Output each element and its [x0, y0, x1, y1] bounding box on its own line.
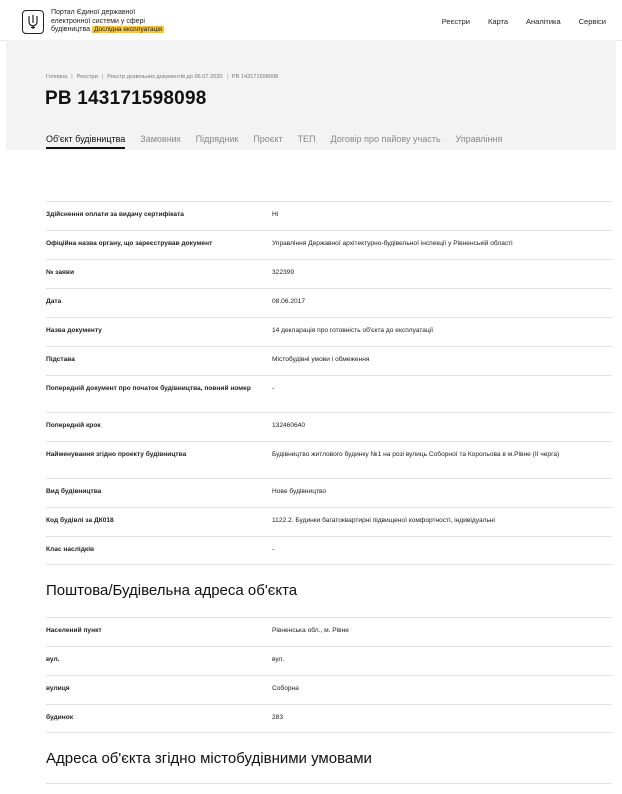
tab-share-agreement[interactable]: Договір про пайову участь — [330, 134, 441, 144]
detail-value: 322399 — [272, 269, 295, 276]
address-row — [46, 617, 612, 646]
postal-section-title: Поштова/Будівельна адреса об'єкта — [46, 582, 298, 599]
detail-value: - — [272, 385, 275, 392]
detail-row — [46, 536, 612, 565]
beta-badge: Дослідна експлуатація — [93, 26, 163, 34]
nav-analytics[interactable]: Аналітика — [526, 17, 561, 26]
breadcrumb-current: РВ 143171598098 — [231, 74, 279, 80]
detail-row — [46, 346, 612, 375]
breadcrumb-registry[interactable]: Реєстр дозвільних документів до 06.07.2020 — [107, 74, 223, 80]
tab-bar — [46, 134, 517, 149]
detail-label: № заяви — [46, 269, 74, 276]
detail-value: 14 декларація про готовність об'єкта до експлуатації — [272, 327, 434, 334]
detail-label: Вид будівництва — [46, 488, 102, 495]
detail-row — [46, 317, 612, 346]
breadcrumb-registries[interactable]: Реєстри — [76, 74, 98, 80]
portal-title[interactable] — [51, 9, 181, 35]
address-label: Населений пункт — [46, 627, 102, 634]
detail-label: Код будівлі за ДК018 — [46, 517, 114, 524]
detail-value: 08.06.2017 — [272, 298, 306, 305]
detail-label: Назва документу — [46, 327, 102, 334]
portal-title-line1: Портал Єдиної державної — [51, 9, 136, 16]
detail-value: Нове будівництво — [272, 488, 327, 495]
detail-row — [46, 375, 612, 412]
detail-value: Ні — [272, 211, 279, 218]
detail-row — [46, 507, 612, 536]
urban-section-title: Адреса об'єкта згідно містобудівними умовами — [46, 750, 372, 767]
nav-registries[interactable]: Реєстри — [441, 17, 470, 26]
detail-row — [46, 259, 612, 288]
detail-value: - — [272, 546, 275, 553]
top-bar — [0, 0, 622, 41]
detail-value: 1122.2. Будинки багатоквартирні підвищеної комфортності, індивідуальні — [272, 517, 496, 524]
detail-row — [46, 230, 612, 259]
nav-services[interactable]: Сервіси — [578, 17, 606, 26]
detail-value: Управління Державної архітектурно-будівельної інспекції у Рівненській області — [272, 240, 513, 247]
tab-contractor[interactable]: Підрядник — [195, 134, 239, 144]
main-nav — [424, 17, 606, 26]
address-row — [46, 704, 612, 733]
address-row — [46, 675, 612, 704]
detail-row — [46, 288, 612, 317]
detail-label: Офіційна назва органу, що зареєстрував документ — [46, 240, 213, 247]
trident-logo-icon[interactable] — [22, 10, 44, 34]
tab-management[interactable]: Управління — [455, 134, 503, 144]
detail-row — [46, 201, 612, 230]
address-label: будинок — [46, 714, 74, 721]
detail-row — [46, 412, 612, 441]
breadcrumb: Головна | Реєстри | Реєстр дозвільних документів до 06.07.2020 | РВ 143171598098 — [46, 74, 279, 80]
detail-label: Підстава — [46, 356, 75, 363]
address-label: вулиця — [46, 685, 70, 692]
detail-value: Будівництво житлового будинку №1 на розі вулиць Соборної та Корольова в м.Рівне (ІІ черга) — [272, 451, 560, 458]
tab-project[interactable]: Проєкт — [253, 134, 283, 144]
section-divider — [46, 783, 612, 784]
address-label: вул. — [46, 656, 60, 663]
detail-row — [46, 478, 612, 507]
address-value: Соборна — [272, 685, 299, 692]
breadcrumb-home[interactable]: Головна — [46, 74, 68, 80]
tab-customer[interactable]: Замовник — [140, 134, 181, 144]
detail-label: Дата — [46, 298, 62, 305]
detail-label: Попередній крок — [46, 422, 101, 429]
address-row — [46, 646, 612, 675]
tab-construction-object[interactable]: Об'єкт будівництва — [46, 134, 125, 149]
detail-label: Найменування згідно проекту будівництва — [46, 451, 187, 458]
detail-value: Містобудівні умови і обмеження — [272, 356, 370, 363]
detail-label: Здійснення оплати за видачу сертифіката — [46, 211, 184, 218]
page-title: РВ 143171598098 — [45, 88, 207, 109]
address-value: вул. — [272, 656, 285, 663]
detail-label: Попередній документ про початок будівництва, повний номер — [46, 385, 251, 392]
nav-map[interactable]: Карта — [487, 17, 509, 26]
detail-row — [46, 441, 612, 478]
address-value: Рівненська обл., м. Рівне — [272, 627, 349, 634]
detail-label: Клас наслідків — [46, 546, 95, 553]
detail-value: 132460640 — [272, 422, 306, 429]
address-value: 283 — [272, 714, 284, 721]
trident-icon — [27, 14, 39, 30]
portal-title-line3: будівництва — [51, 26, 91, 34]
portal-title-line2: електронної системи у сфері — [51, 17, 145, 25]
tab-tep[interactable]: ТЕП — [297, 134, 316, 144]
